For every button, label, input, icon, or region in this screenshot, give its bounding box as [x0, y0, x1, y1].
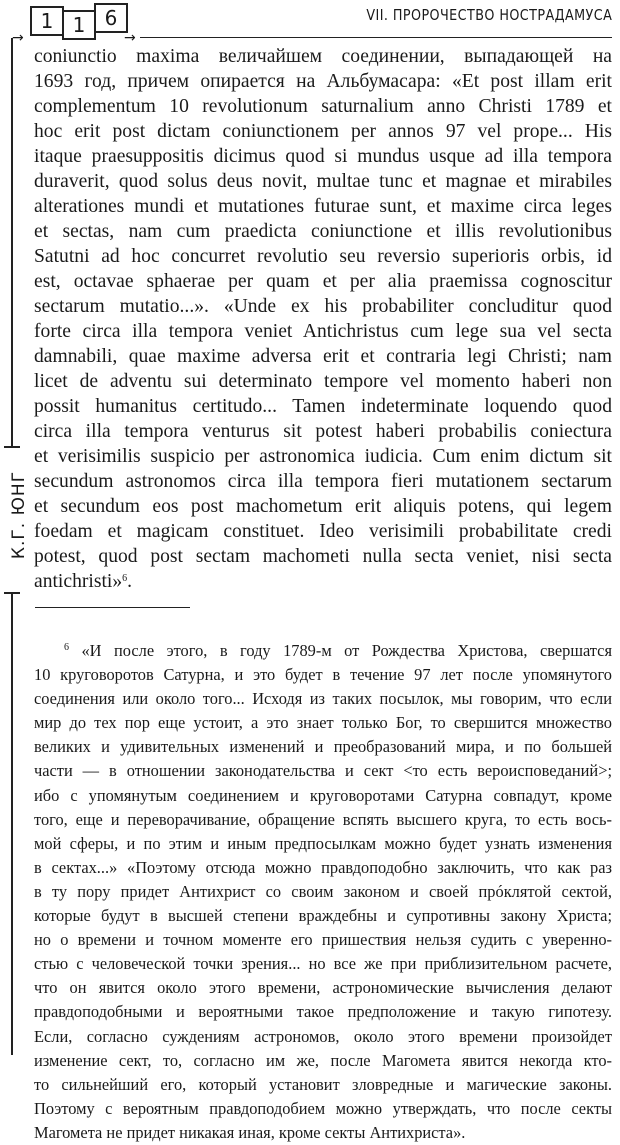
footnote-line: Поэтому с вероятным правдоподобием можно утверждать, что после секты: [34, 1098, 612, 1118]
footnote-line: того, еще и переворачивание, обращение вспять высшего круга, то есть вось-: [34, 809, 612, 829]
margin-rule: [11, 38, 13, 446]
chapter-title: VII. ПРОРОЧЕСТВО НОСТРАДАМУСА: [366, 6, 612, 24]
text-line: et verisimilis suspicio per astronomica iudicia. Cum enim dictum sit: [34, 446, 612, 467]
footnote-line: в сектах...» «Поэтому отсюда можно правдоподобно заключить, что как раз: [34, 857, 612, 877]
text-line: foedam et magicam constituet. Ideo verisimili probabilitate credi: [34, 521, 612, 542]
footnote-line: 10 круговоротов Сатурна, и это будет в течение 97 лет после упомянутого: [34, 665, 612, 685]
arrow-right-icon: →: [124, 30, 136, 46]
text-line: sectarum mutatio...». «Unde ex his probabiliter concluditur quod: [34, 296, 612, 317]
text-line: hoc erit post dictam coniunctionem per annos 97 vel prope... His: [34, 121, 612, 142]
text-line: et sectas, nam cum praedicta coniunctione et illis revolutionibus: [34, 221, 612, 242]
text-line: forte circa illa tempora veniet Antichristus cum lege sua vel secta: [34, 321, 612, 342]
footnote-number: 6: [64, 642, 69, 653]
footnote-line: стью с человеческой точки зрения... но все же при приблизительном расчете,: [34, 954, 612, 974]
text-line: complementum 10 revolutionum saturnalium anno Christi 1789 et: [34, 96, 612, 117]
footnote-separator: [35, 607, 190, 608]
footnote-line: ибо с упомянутым соединением и круговоротами Сатурна совпадут, кроме: [34, 785, 612, 805]
text-line: coniunctio maxima величайшем соединении, выпадающей на: [34, 46, 612, 67]
footnote-line: в ту пору придет Антихрист со своим законом и своей прóклятой сектой,: [34, 881, 612, 901]
header-rule: [140, 37, 612, 38]
footnote-line: Магомета не придет никакая иная, кроме секты Антихриста».: [34, 1122, 466, 1142]
text-line: possit humanitus certitudo... Tamen indeterminate loquendo quod: [34, 396, 612, 417]
margin-rule: [11, 593, 13, 1055]
text-line: itaque praesuppositis dicimus quod si mundus usque ad illa tempora: [34, 146, 612, 167]
footnote-line: части — в отношении законодательства и сект <то есть вероисповеданий>;: [34, 761, 612, 781]
text-fragment: «И после этого, в году 1789-м от Рождества Христова, свершатся: [81, 641, 612, 660]
footnote: [34, 639, 612, 1145]
footnote-ref[interactable]: 6: [122, 573, 128, 584]
footnote-line: мир до тех пор еще устоит, а это знает только Бог, то свершится множество: [34, 713, 612, 733]
text-line: et secundum eos post machometum erit aliquis potens, qui legem: [34, 496, 612, 517]
page-digit: 6: [94, 3, 128, 33]
footnote-line: то сильнейший его, который установит зловредные и магические законы.: [34, 1074, 612, 1094]
footnote-line: великих и удивительных изменений и преобразований мира, и по большей: [34, 737, 612, 757]
footnote-line: изменение сект, то, согласно им же, после Магомета явится некогда кто-: [34, 1050, 612, 1070]
author-spine: К.Г. ЮНГ: [9, 470, 29, 560]
footnote-line: соединения или около того... Исходя из таких посылок, мы говорим, что если: [34, 689, 612, 709]
text-line: damnabili, quae maxime adversa erit et contraria legi Christi; nam: [34, 346, 612, 367]
footnote-line: [34, 639, 612, 663]
text-line: alterationes mundi et mutationes futurae sunt, et maxime circa leges: [34, 196, 612, 217]
text-fragment: antichristi»: [34, 571, 123, 592]
footnote-line: которые будут в высшей степени враждебны и супротивны закону Христа;: [34, 906, 612, 926]
text-line: licet de adventu sui determinato tempore vel momento haberi non: [34, 371, 612, 392]
text-line: secundum astronomos circa illa tempora fieri mutationem sectarum: [34, 471, 612, 492]
text-line: est, octavae sphaerae per quam et per alia praemissa cognoscitur: [34, 271, 612, 292]
bracket-tick: [4, 446, 20, 448]
text-line: duraverit, quod solus deus novit, multae tunc et magnae et mirabiles: [34, 171, 612, 192]
main-text: [34, 44, 612, 594]
footnote-line: мой сферы, и по этим и иным предпосылкам можно будет узнать изменения: [34, 833, 612, 853]
text-line: Satutni ad hoc concurret revolutio seu reversio superioris orbis, id: [34, 246, 612, 267]
text-line: antichristi»$^6$.: [34, 571, 133, 592]
page-digit: 1: [62, 10, 96, 40]
page-number: [30, 6, 126, 40]
footnote-line: правдоподобными и вероятными такое предположение и такую гипотезу.: [34, 1002, 612, 1022]
arrow-right-icon: →: [12, 30, 24, 46]
text-line: 1693 год, причем опирается на Альбумасара: «Et post illam erit: [34, 71, 612, 92]
footnote-line: но о времени и точном моменте его пришествия нельзя судить с уверенно-: [34, 930, 612, 950]
page-digit: 1: [30, 6, 64, 36]
footnote-line: Если, согласно суждениям астрономов, около этого времени произойдет: [34, 1026, 612, 1046]
text-line: circa illa tempora venturus sit potest haberi probabilis coniectura: [34, 421, 612, 442]
text-line: potest, quod post sectam machometi nulla secta veniet, nisi secta: [34, 546, 612, 567]
footnote-line: что он явится около этого времени, астрономические вычисления делают: [34, 978, 612, 998]
